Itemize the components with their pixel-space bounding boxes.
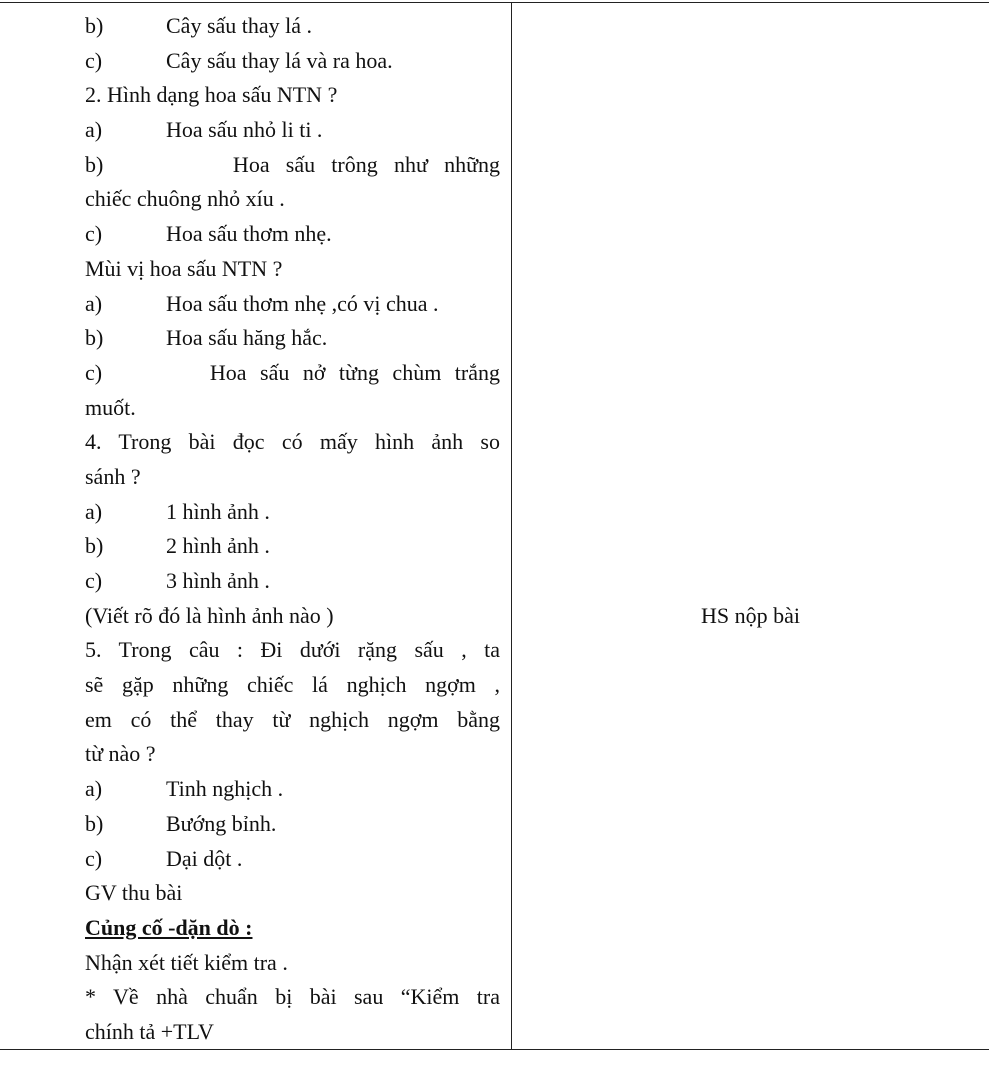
activity-column [85, 9, 500, 1050]
text-line: GV thu bài [85, 880, 183, 906]
option-letter: a) [85, 117, 103, 143]
option-letter: b) [85, 533, 104, 559]
option-letter: c) [85, 47, 103, 73]
option-text: 1 hình ảnh . [166, 498, 270, 524]
option-line [85, 287, 500, 322]
option-letter: c) [85, 221, 103, 247]
option-letter: b) [85, 325, 104, 351]
option-text: Cây sấu thay lá . [166, 13, 313, 38]
option-line [85, 564, 500, 599]
option-line [85, 113, 500, 148]
option-text: Bướng bỉnh. [166, 810, 277, 836]
option-line [85, 842, 500, 877]
student-column [512, 3, 989, 1049]
text-line: (Viết rõ đó là hình ảnh nào ) [85, 602, 334, 628]
text-line: sẽ gặp những chiếc lá nghịch ngợm , [85, 672, 500, 698]
text-line: từ nào ? [85, 741, 156, 767]
option-text: Dại dột . [166, 845, 243, 871]
option-line [85, 44, 500, 79]
option-line [85, 807, 500, 842]
option-line [85, 321, 500, 356]
option-text: 3 hình ảnh . [166, 568, 270, 593]
option-text: Cây sấu thay lá và ra hoa. [166, 47, 393, 73]
option-letter: a) [85, 776, 103, 802]
option-line-justified: b) Hoa sấu trông như những [85, 151, 500, 177]
option-text: Hoa sấu thơm nhẹ. [166, 221, 332, 247]
text-line: chính tả +TLV [85, 1018, 214, 1044]
question-line: 2. Hình dạng hoa sấu NTN ? [85, 82, 338, 108]
option-letter: c) [85, 845, 103, 871]
question-line: Mùi vị hoa sấu NTN ? [85, 255, 283, 281]
option-letter: a) [85, 290, 103, 316]
option-text: Hoa sấu thơm nhẹ ,có vị chua . [166, 290, 439, 316]
text-line: em có thể thay từ nghịch ngợm bằng [85, 706, 500, 732]
text-line: chiếc chuông nhỏ xíu . [85, 186, 285, 212]
text-line: muốt. [85, 394, 136, 420]
question-line: 4. Trong bài đọc có mấy hình ảnh so [85, 429, 500, 455]
lesson-table [0, 2, 989, 1050]
option-text: Hoa sấu nhỏ li ti . [166, 117, 323, 143]
option-line [85, 772, 500, 807]
option-text: 2 hình ảnh . [166, 533, 270, 559]
option-letter: c) [85, 568, 103, 593]
section-heading: Củng cố -dặn dò : [85, 914, 253, 940]
option-text: Tinh nghịch . [166, 776, 284, 802]
option-line [85, 495, 500, 530]
student-note: HS nộp bài [701, 603, 800, 628]
option-line-justified: c) Hoa sấu nở từng chùm trắng [85, 359, 500, 385]
option-line [85, 217, 500, 252]
text-line: Nhận xét tiết kiểm tra . [85, 949, 288, 975]
text-line: * Về nhà chuẩn bị bài sau “Kiểm tra [85, 984, 500, 1010]
option-letter: a) [85, 498, 103, 524]
text-line: sánh ? [85, 463, 141, 489]
option-letter: b) [85, 810, 104, 836]
option-letter: b) [85, 13, 104, 38]
option-text: Hoa sấu hăng hắc. [166, 325, 328, 351]
option-line [85, 529, 500, 564]
question-line: 5. Trong câu : Đi dưới rặng sấu , ta [85, 637, 500, 663]
option-line [85, 9, 500, 44]
